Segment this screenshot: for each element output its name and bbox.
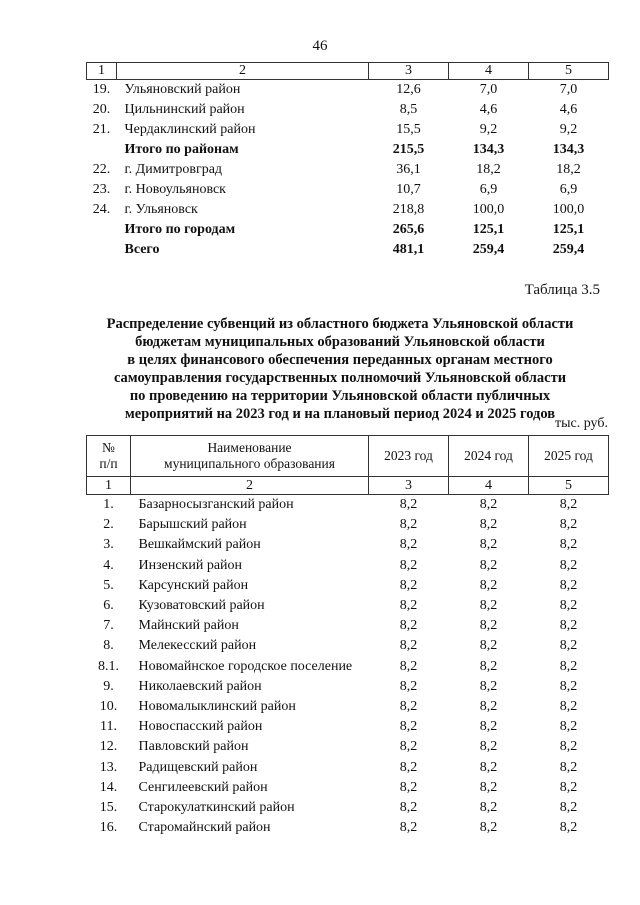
row-value-cell: 12,6 <box>396 82 421 97</box>
row-value-cell: 8,2 <box>559 759 578 775</box>
row-number-cell: 20. <box>92 102 111 117</box>
row-name-cell: Чердаклинский район <box>124 122 256 137</box>
row-value-cell: 8,2 <box>559 658 578 674</box>
row-number-cell: 12. <box>99 739 118 755</box>
row-value-cell: 7,0 <box>559 82 578 97</box>
row-value-cell: 259,4 <box>552 242 585 257</box>
table-row <box>87 220 609 240</box>
table-row <box>87 200 609 220</box>
row-value-cell: 36,1 <box>396 162 421 177</box>
header-year-cell: 2024 год <box>449 436 529 477</box>
row-number-cell: 23. <box>92 182 111 197</box>
row-value-cell: 8,2 <box>559 698 578 714</box>
title-line: самоуправления государственных полномочий Ульяновской области <box>113 370 567 386</box>
row-number-cell: 2. <box>103 517 114 533</box>
row-value-cell: 8,2 <box>399 577 418 593</box>
row-value-cell: 8,2 <box>559 678 578 694</box>
header-text: № <box>102 440 115 455</box>
row-value-cell: 125,1 <box>472 222 505 237</box>
table-row <box>87 677 609 697</box>
row-value-cell: 8,5 <box>399 102 418 117</box>
row-number-cell: 13. <box>99 759 118 775</box>
row-value-cell: 8,2 <box>399 618 418 634</box>
row-value-cell: 100,0 <box>472 202 505 217</box>
header-name-cell <box>131 436 369 477</box>
row-name-cell: Карсунский район <box>138 577 249 593</box>
row-number-cell: 14. <box>99 779 118 795</box>
title-line: мероприятий на 2023 год и на плановый период 2024 и 2025 годов <box>124 406 556 422</box>
table-row <box>87 515 609 535</box>
row-number-cell: 21. <box>92 122 111 137</box>
row-number-cell: 1. <box>103 497 114 513</box>
row-value-cell: 8,2 <box>559 820 578 836</box>
row-value-cell: 10,7 <box>396 182 421 197</box>
row-value-cell: 8,2 <box>559 497 578 513</box>
row-value-cell: 6,9 <box>479 182 498 197</box>
table-row <box>87 160 609 180</box>
row-value-cell: 8,2 <box>399 799 418 815</box>
row-value-cell: 8,2 <box>479 678 498 694</box>
row-value-cell: 8,2 <box>399 820 418 836</box>
row-value-cell: 8,2 <box>479 598 498 614</box>
row-number-cell: 3. <box>103 537 114 553</box>
row-value-cell: 8,2 <box>559 779 578 795</box>
row-number-cell: 10. <box>99 698 118 714</box>
column-number-cell: 5 <box>529 477 609 495</box>
row-name-cell: Павловский район <box>138 739 249 755</box>
row-value-cell: 9,2 <box>479 122 498 137</box>
row-value-cell: 8,2 <box>479 799 498 815</box>
continued-table <box>86 62 609 260</box>
row-value-cell: 481,1 <box>392 242 425 257</box>
row-value-cell: 9,2 <box>559 122 578 137</box>
row-value-cell: 100,0 <box>552 202 585 217</box>
row-number-cell <box>87 220 117 240</box>
row-value-cell: 6,9 <box>559 182 578 197</box>
row-name-cell: Майнский район <box>138 618 239 634</box>
row-number-cell: 11. <box>100 719 117 735</box>
row-number-cell: 15. <box>99 799 118 815</box>
table-row <box>87 757 609 777</box>
row-value-cell: 18,2 <box>556 162 581 177</box>
table-row <box>87 576 609 596</box>
row-value-cell: 8,2 <box>559 638 578 654</box>
row-value-cell: 215,5 <box>392 142 425 157</box>
table-row <box>87 495 609 516</box>
row-value-cell: 15,5 <box>396 122 421 137</box>
row-value-cell: 8,2 <box>559 537 578 553</box>
row-value-cell: 8,2 <box>399 658 418 674</box>
row-name-cell: Новомайнское городское поселение <box>138 658 353 674</box>
row-name-cell: Ульяновский район <box>124 82 241 97</box>
title-line: в целях финансового обеспечения переданных органам местного <box>127 352 553 368</box>
row-value-cell: 8,2 <box>479 618 498 634</box>
column-number-row <box>87 477 609 495</box>
table-row <box>87 737 609 757</box>
row-value-cell: 8,2 <box>559 517 578 533</box>
row-number-cell: 16. <box>99 820 118 836</box>
row-number-cell: 7. <box>103 618 114 634</box>
table-row <box>87 657 609 677</box>
table-row <box>87 180 609 200</box>
page-number: 46 <box>312 38 328 54</box>
column-number-cell: 3 <box>369 477 449 495</box>
row-value-cell: 8,2 <box>399 497 418 513</box>
row-value-cell: 8,2 <box>399 719 418 735</box>
row-value-cell: 134,3 <box>472 142 505 157</box>
row-value-cell: 8,2 <box>479 537 498 553</box>
row-value-cell: 134,3 <box>552 142 585 157</box>
row-number-cell <box>87 140 117 160</box>
row-name-cell: Всего <box>124 242 160 257</box>
table-row <box>87 636 609 656</box>
row-value-cell: 8,2 <box>479 820 498 836</box>
row-value-cell: 259,4 <box>472 242 505 257</box>
title-line: Распределение субвенций из областного бюджета Ульяновской области <box>106 316 574 332</box>
row-number-cell: 19. <box>92 82 111 97</box>
row-value-cell: 8,2 <box>559 739 578 755</box>
row-name-cell: Итого по городам <box>124 222 236 237</box>
row-name-cell: Новоспасский район <box>138 719 263 735</box>
row-name-cell: Сенгилеевский район <box>138 779 268 795</box>
table-row <box>87 798 609 818</box>
row-name-cell: Новомалыклинский район <box>138 698 296 714</box>
row-value-cell: 8,2 <box>399 678 418 694</box>
row-value-cell: 7,0 <box>479 82 498 97</box>
row-value-cell: 265,6 <box>392 222 425 237</box>
header-cell: 2 <box>117 63 369 80</box>
row-value-cell: 8,2 <box>399 598 418 614</box>
row-value-cell: 218,8 <box>392 202 425 217</box>
table-row <box>87 120 609 140</box>
row-name-cell: Инзенский район <box>138 557 243 573</box>
row-number-cell: 22. <box>92 162 111 177</box>
row-value-cell: 8,2 <box>479 719 498 735</box>
header-year-cell: 2025 год <box>529 436 609 477</box>
column-number-cell: 2 <box>131 477 369 495</box>
header-num-cell <box>87 436 131 477</box>
table-row <box>87 80 609 101</box>
row-value-cell: 8,2 <box>479 577 498 593</box>
row-name-cell: Старомайнский район <box>138 820 271 836</box>
row-value-cell: 8,2 <box>399 557 418 573</box>
row-value-cell: 8,2 <box>399 638 418 654</box>
table-row <box>87 717 609 737</box>
table-row <box>87 697 609 717</box>
row-value-cell: 125,1 <box>552 222 585 237</box>
row-value-cell: 8,2 <box>479 739 498 755</box>
column-number-cell: 4 <box>449 477 529 495</box>
table-header-row <box>87 63 609 80</box>
row-value-cell: 8,2 <box>399 537 418 553</box>
header-year-cell: 2023 год <box>369 436 449 477</box>
row-value-cell: 4,6 <box>479 102 498 117</box>
subsidy-table <box>86 435 609 838</box>
row-value-cell: 8,2 <box>559 557 578 573</box>
row-number-cell: 24. <box>92 202 111 217</box>
row-value-cell: 4,6 <box>559 102 578 117</box>
row-number-cell: 9. <box>103 678 114 694</box>
row-number-cell: 6. <box>103 598 114 614</box>
row-value-cell: 8,2 <box>399 759 418 775</box>
row-value-cell: 8,2 <box>399 779 418 795</box>
row-name-cell: г. Новоульяновск <box>124 182 226 197</box>
row-name-cell: Николаевский район <box>138 678 262 694</box>
table-row <box>87 140 609 160</box>
row-number-cell <box>87 240 117 260</box>
row-value-cell: 8,2 <box>559 719 578 735</box>
row-name-cell: г. Ульяновск <box>124 202 198 217</box>
row-value-cell: 8,2 <box>479 638 498 654</box>
row-name-cell: Старокулаткинский район <box>138 799 295 815</box>
header-cell: 1 <box>87 63 117 80</box>
row-name-cell: Барышский район <box>138 517 247 533</box>
row-value-cell: 8,2 <box>479 557 498 573</box>
table-row <box>87 535 609 555</box>
units-label: тыс. руб. <box>555 416 608 431</box>
row-name-cell: Цильнинский район <box>124 102 245 117</box>
row-value-cell: 8,2 <box>479 658 498 674</box>
row-value-cell: 8,2 <box>479 517 498 533</box>
header-cell: 5 <box>529 63 609 80</box>
table-row <box>87 818 609 838</box>
table-row <box>87 596 609 616</box>
row-value-cell: 8,2 <box>559 577 578 593</box>
row-value-cell: 8,2 <box>559 598 578 614</box>
title-line: по проведению на территории Ульяновской области публичных <box>129 388 551 404</box>
row-value-cell: 8,2 <box>479 497 498 513</box>
row-value-cell: 8,2 <box>399 698 418 714</box>
row-value-cell: 18,2 <box>476 162 501 177</box>
row-value-cell: 8,2 <box>559 799 578 815</box>
header-text: п/п <box>99 456 118 471</box>
row-name-cell: Кузоватовский район <box>138 598 265 614</box>
table-row <box>87 556 609 576</box>
row-name-cell: Вешкаймский район <box>138 537 261 553</box>
row-name-cell: Итого по районам <box>124 142 239 157</box>
table-row <box>87 240 609 260</box>
title-line: бюджетам муниципальных образований Ульяновской области <box>135 334 545 350</box>
row-value-cell: 8,2 <box>479 698 498 714</box>
header-text: Наименование <box>207 440 292 455</box>
row-value-cell: 8,2 <box>399 739 418 755</box>
column-number-cell: 1 <box>87 477 131 495</box>
table-row <box>87 100 609 120</box>
table-label: Таблица 3.5 <box>524 282 600 298</box>
row-value-cell: 8,2 <box>559 618 578 634</box>
table-row <box>87 616 609 636</box>
table-row <box>87 778 609 798</box>
row-value-cell: 8,2 <box>399 517 418 533</box>
row-value-cell: 8,2 <box>479 779 498 795</box>
row-name-cell: г. Димитровград <box>124 162 223 177</box>
header-cell: 3 <box>369 63 449 80</box>
table-title <box>70 315 610 423</box>
table-header-row <box>87 436 609 477</box>
row-name-cell: Мелекесский район <box>138 638 257 654</box>
row-name-cell: Базарносызганский район <box>138 497 294 513</box>
header-text: муниципального образования <box>164 456 335 471</box>
row-value-cell: 8,2 <box>479 759 498 775</box>
row-number-cell: 8. <box>103 638 114 654</box>
row-number-cell: 4. <box>103 557 114 573</box>
row-number-cell: 5. <box>103 577 114 593</box>
header-cell: 4 <box>449 63 529 80</box>
row-number-cell: 8.1. <box>98 658 119 674</box>
row-name-cell: Радищевский район <box>138 759 258 775</box>
